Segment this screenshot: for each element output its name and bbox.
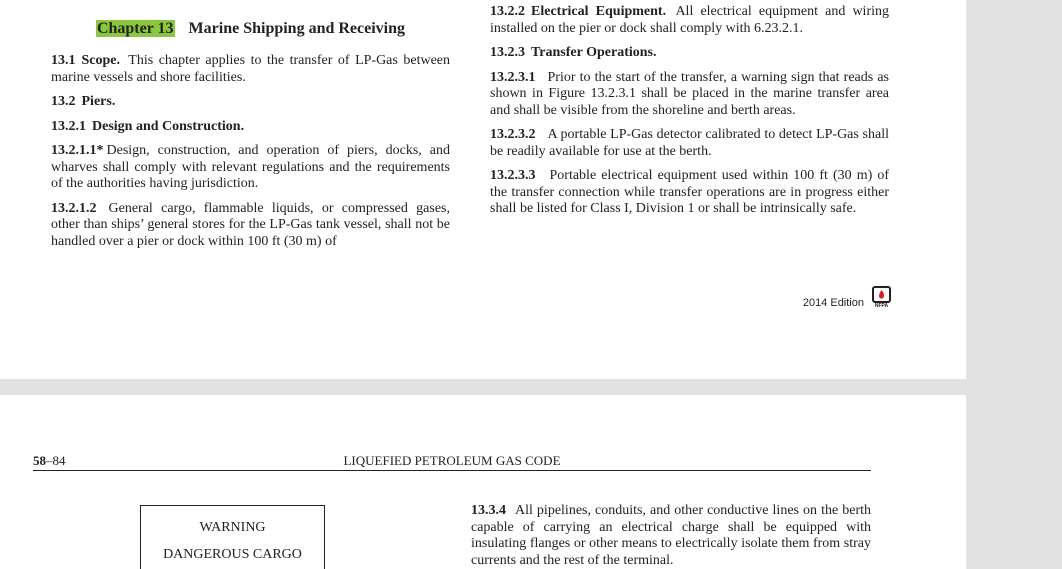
section-13-2-3-1	[490, 70, 889, 120]
section-13-2-3-2	[490, 127, 889, 160]
page-number: 58–84	[33, 453, 66, 468]
section-text: All electrical equipment and wiring installed on the pier or dock shall comply with 6.23.2.1.	[490, 4, 890, 36]
section-title: Electrical Equipment.	[531, 4, 667, 19]
section-number: 13.2.1	[51, 118, 86, 134]
section-number: 13.2.3.3	[490, 168, 536, 183]
section-number: 13.2.3.2	[490, 127, 536, 142]
section-text: Design, construction, and operation of piers, docks, and wharves shall comply with relevant regulations and the requirements of the authorities having jurisdiction.	[51, 143, 450, 191]
warning-line-2: DANGEROUS CARGO	[163, 547, 302, 562]
section-13-2-1-1	[51, 143, 450, 193]
section-13-1	[51, 53, 450, 86]
svg-text:NFPA: NFPA	[874, 303, 889, 308]
section-13-2-3	[490, 45, 889, 62]
section-number: 13.2.1.1*	[51, 143, 104, 158]
nfpa-logo-icon	[872, 286, 891, 308]
section-text: This chapter applies to the transfer of LP-Gas between marine vessels and shore facilities.	[51, 53, 451, 85]
warning-line-1: WARNING	[199, 520, 266, 535]
section-13-2	[51, 94, 450, 111]
section-text: Prior to the start of the transfer, a warning sign that reads as shown in Figure 13.2.3.1 shall be placed in the marine transfer area and shall be visible from the shoreline and berth areas.	[490, 69, 889, 118]
section-number: 13.2.3	[490, 45, 525, 60]
section-text: A portable LP-Gas detector calibrated to detect LP-Gas shall be readily available for use at the berth.	[490, 127, 889, 159]
right-column	[490, 4, 889, 226]
document-page-2	[0, 395, 966, 569]
section-13-2-1-2	[51, 201, 450, 251]
section-13-3-4	[471, 503, 871, 569]
section-13-2-2	[490, 4, 889, 37]
running-head	[33, 453, 871, 471]
section-title: Piers.	[81, 94, 116, 109]
right-column-page-2	[471, 503, 871, 569]
section-number: 13.2.2	[490, 4, 525, 19]
section-title: Design and Construction.	[92, 118, 245, 134]
chapter-heading	[51, 19, 450, 39]
code-title: LIQUEFIED PETROLEUM GAS CODE	[343, 453, 561, 468]
section-text: Portable electrical equipment used within 100 ft (30 m) of the transfer connection while transfer operations are in progress either shall be listed for Class I, Division 1 or shall be intrinsically safe.	[490, 168, 889, 216]
section-text: All pipelines, conduits, and other conductive lines on the berth capable of carrying an electrical charge shall be equipped with insulating flanges or other means to electrically isolate them from stray currents and the rest of the terminal.	[471, 503, 871, 568]
section-title: Transfer Operations.	[531, 45, 657, 60]
section-13-2-1	[51, 119, 450, 136]
chapter-title: Marine Shipping and Receiving	[188, 20, 406, 37]
chapter-label-highlighted[interactable]: Chapter 13	[96, 20, 174, 37]
section-number: 13.2.3.1	[490, 69, 536, 85]
left-column	[51, 19, 450, 258]
section-title: Scope.	[81, 53, 120, 68]
section-13-2-3-3	[490, 168, 889, 218]
section-number: 13.2	[51, 94, 76, 109]
section-number: 13.2.1.2	[51, 200, 97, 216]
warning-sign-figure	[140, 505, 325, 569]
section-text: General cargo, flammable liquids, or compressed gases, other than ships’ general stores for the LP-Gas tank vessel, shall not be handled over a pier or dock within 100 ft (30 m) of	[51, 200, 450, 249]
section-number: 13.1	[51, 53, 76, 68]
edition-label: 2014 Edition	[802, 297, 864, 309]
section-number: 13.3.4	[471, 503, 506, 518]
